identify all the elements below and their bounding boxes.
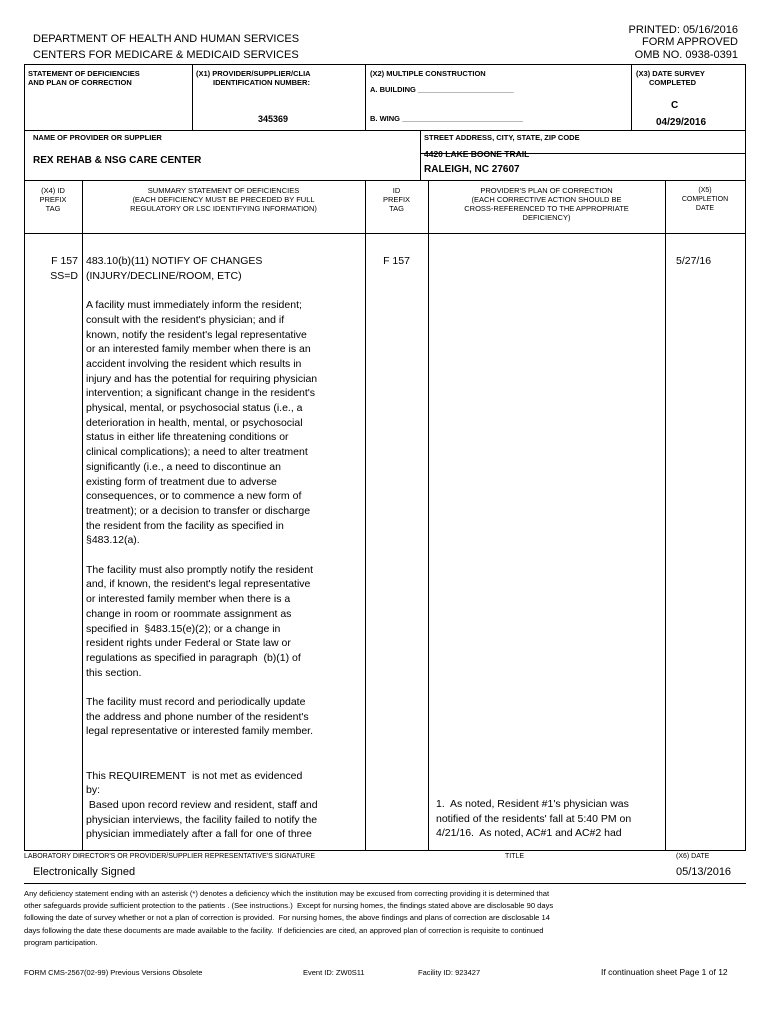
form-number: FORM CMS-2567(02-99) Previous Versions Obsolete bbox=[24, 968, 203, 977]
text-line: physician immediately after a fall for one of three bbox=[86, 828, 312, 841]
text-line: existing form of treatment due to adverse bbox=[86, 475, 277, 488]
rule-content-bottom bbox=[24, 850, 746, 851]
disclaimer-text bbox=[24, 888, 746, 949]
text-line: significantly (i.e., a need to discontinue an bbox=[86, 460, 281, 473]
plan-header: PROVIDER'S PLAN OF CORRECTION (EACH CORRECTIVE ACTION SHOULD BE CROSS-REFERENCED TO THE APPROPRIATE DEFICIENCY) bbox=[464, 186, 629, 222]
disclaimer-line: following the date of survey whether or not a plan of correction is provided. For nursing homes, the above findings and plans of correction are disclosable 14 bbox=[24, 913, 550, 923]
deficiency-summary bbox=[86, 254, 361, 842]
text-line: consult with the resident's physician; and if bbox=[86, 313, 285, 326]
divider-col-x5 bbox=[665, 180, 666, 850]
text-line: Based upon record review and resident, staff and bbox=[86, 798, 318, 811]
text-line: 4/21/16. As noted, AC#1 and AC#2 had bbox=[436, 827, 622, 840]
regulation-title-1: 483.10(b)(11) NOTIFY OF CHANGES bbox=[86, 255, 263, 267]
disclaimer-line: days following the date these documents are made available to the facility. If deficiencies are cited, an approved plan of correction is requisite to continued bbox=[24, 925, 544, 935]
statement-label-1: STATEMENT OF DEFICIENCIES bbox=[28, 69, 140, 78]
text-line: known, notify the resident's legal representative bbox=[86, 328, 307, 341]
text-line: consequences, or to commence a new form of bbox=[86, 490, 302, 503]
statement-label-2: AND PLAN OF CORRECTION bbox=[28, 78, 132, 87]
x1-label-1: (X1) PROVIDER/SUPPLIER/CLIA bbox=[196, 69, 311, 78]
date-label: (X6) DATE bbox=[676, 853, 710, 860]
plan-of-correction-text bbox=[436, 797, 662, 841]
address-line-2: RALEIGH, NC 27607 bbox=[424, 164, 520, 175]
provider-name-label: NAME OF PROVIDER OR SUPPLIER bbox=[33, 133, 162, 142]
address-line-1: 4420 LAKE BOONE TRAIL bbox=[424, 149, 530, 159]
signature-value: Electronically Signed bbox=[33, 866, 136, 878]
completion-date: 5/27/16 bbox=[676, 255, 712, 267]
text-line: A facility must immediately inform the resident; bbox=[86, 299, 302, 312]
building-field: A. BUILDING _______________________ bbox=[370, 85, 514, 94]
text-line: physical, mental, or psychosocial status (i.e., a bbox=[86, 402, 303, 415]
text-line: accident involving the resident which results in bbox=[86, 357, 302, 370]
text-line: by: bbox=[86, 784, 101, 797]
text-line: The facility must record and periodically update bbox=[86, 696, 306, 709]
omb-number: OMB NO. 0938-0391 bbox=[634, 49, 738, 61]
text-line: this section. bbox=[86, 666, 142, 679]
text-line: The facility must also promptly notify the resident bbox=[86, 563, 314, 576]
survey-code: C bbox=[671, 100, 679, 111]
department-name: DEPARTMENT OF HEALTH AND HUMAN SERVICES bbox=[33, 33, 300, 45]
divider-x3 bbox=[631, 64, 632, 130]
frame-right bbox=[745, 64, 746, 850]
text-line: specified in §483.15(e)(2); or a change in bbox=[86, 622, 281, 635]
regulation-paragraph-2 bbox=[86, 563, 361, 681]
frame-left bbox=[24, 64, 25, 850]
x5-header: (X5) COMPLETION DATE bbox=[681, 187, 729, 212]
survey-date: 04/29/2016 bbox=[656, 117, 707, 128]
regulation-title-2: (INJURY/DECLINE/ROOM, ETC) bbox=[86, 269, 242, 282]
text-line: and, if known, the resident's legal representative bbox=[86, 578, 311, 591]
text-line: notified of the residents' fall at 5:40 PM on bbox=[436, 812, 632, 825]
id-header: ID PREFIX TAG bbox=[382, 186, 411, 213]
x1-label-2: IDENTIFICATION NUMBER: bbox=[213, 78, 310, 87]
title-label: TITLE bbox=[505, 853, 525, 860]
x4-header: (X4) ID PREFIX TAG bbox=[39, 186, 67, 213]
text-line: or interested family member when there is a bbox=[86, 593, 291, 606]
printed-date: PRINTED: 05/16/2016 bbox=[628, 24, 738, 36]
frame-top bbox=[24, 64, 746, 65]
text-line: the address and phone number of the resident's bbox=[86, 710, 309, 723]
divider-address bbox=[420, 130, 421, 180]
disclaimer-line: Any deficiency statement ending with an asterisk (*) denotes a deficiency which the institution may be excused from correcting providing it is determined that bbox=[24, 889, 550, 898]
text-line: legal representative or interested family member. bbox=[86, 725, 314, 738]
provider-name: REX REHAB & NSG CARE CENTER bbox=[33, 155, 202, 166]
text-line: §483.12(a). bbox=[86, 534, 140, 547]
text-line: deterioration in health, mental, or psychosocial bbox=[86, 416, 303, 429]
tag-right: F 157 bbox=[383, 255, 410, 267]
text-line: regulations as specified in paragraph (b)(1) of bbox=[86, 651, 301, 664]
page-indicator: If continuation sheet Page 1 of 12 bbox=[601, 967, 728, 977]
text-line: status in either life threatening conditions or bbox=[86, 431, 289, 444]
findings-paragraph bbox=[86, 769, 361, 843]
wing-field: B. WING _____________________________ bbox=[370, 114, 524, 123]
scope-severity: SS=D bbox=[50, 269, 78, 282]
divider-x1 bbox=[192, 64, 193, 130]
tag-left: F 157 bbox=[51, 255, 78, 267]
form-approved: FORM APPROVED bbox=[642, 36, 738, 48]
rule-content bbox=[24, 233, 746, 234]
divider-col-plan bbox=[428, 180, 429, 850]
text-line: the resident from the facility as specified in bbox=[86, 519, 284, 532]
text-line: change in room or roommate assignment as bbox=[86, 607, 292, 620]
prefix-tag-left bbox=[24, 254, 78, 283]
regulation-paragraph-3 bbox=[86, 695, 361, 739]
rule-columns bbox=[24, 180, 746, 181]
divider-x2 bbox=[365, 64, 366, 130]
text-line: resident rights under Federal or State law or bbox=[86, 637, 291, 650]
text-line: 1. As noted, Resident #1's physician was bbox=[436, 798, 629, 810]
regulation-paragraph-1 bbox=[86, 298, 361, 548]
text-line: intervention; a significant change in the resident's bbox=[86, 387, 316, 400]
text-line: This REQUIREMENT is not met as evidenced bbox=[86, 769, 303, 782]
text-line: clinical complications); a need to alter treatment bbox=[86, 446, 308, 459]
text-line: or an interested family member when there is an bbox=[86, 343, 311, 356]
event-id: Event ID: ZW0S11 bbox=[303, 968, 365, 977]
x2-label: (X2) MULTIPLE CONSTRUCTION bbox=[370, 69, 486, 78]
text-line: injury and has the potential for requiring physician bbox=[86, 372, 318, 385]
text-line: physician interviews, the facility failed to notify the bbox=[86, 813, 318, 826]
provider-number: 345369 bbox=[258, 114, 289, 124]
disclaimer-line: program participation. bbox=[24, 937, 98, 947]
rule-signature-bottom bbox=[24, 883, 746, 884]
x3-label-1: (X3) DATE SURVEY bbox=[636, 69, 705, 78]
rule-provider bbox=[24, 130, 746, 131]
summary-header: SUMMARY STATEMENT OF DEFICIENCIES (EACH DEFICIENCY MUST BE PRECEDED BY FULL REGULATORY OR LSC IDENTIFYING INFORMATION) bbox=[130, 186, 317, 213]
text-line: treatment); or a decision to transfer or discharge bbox=[86, 504, 311, 517]
divider-col-id bbox=[365, 180, 366, 850]
divider-col-summary bbox=[82, 180, 83, 850]
facility-id: Facility ID: 923427 bbox=[418, 968, 481, 977]
agency-name: CENTERS FOR MEDICARE & MEDICAID SERVICES bbox=[33, 49, 299, 61]
x3-label-2: COMPLETED bbox=[649, 78, 697, 87]
signature-label: LABORATORY DIRECTOR'S OR PROVIDER/SUPPLIER REPRESENTATIVE'S SIGNATURE bbox=[24, 853, 316, 860]
address-label: STREET ADDRESS, CITY, STATE, ZIP CODE bbox=[424, 133, 580, 142]
signature-date: 05/13/2016 bbox=[676, 866, 732, 878]
disclaimer-line: other safeguards provide sufficient protection to the patients . (See instructions.) Except for nursing homes, the findings stated above are disclosable 90 days bbox=[24, 901, 554, 911]
